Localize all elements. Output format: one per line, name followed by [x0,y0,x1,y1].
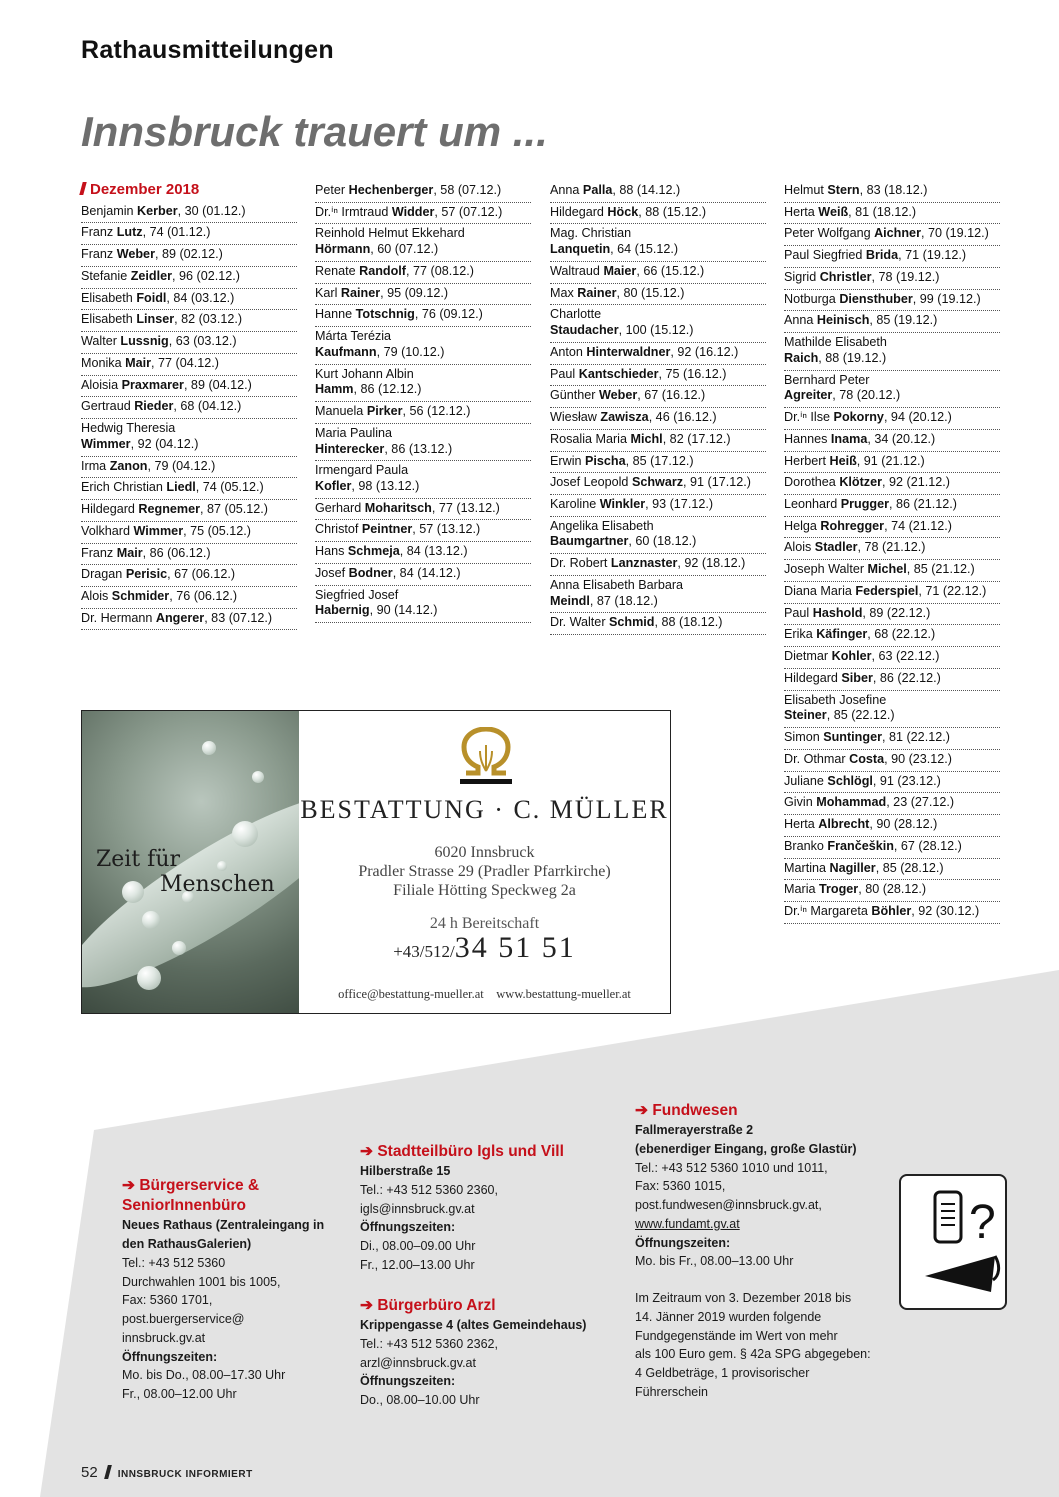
obituary-entry: Siegfried Josef Habernig, 90 (14.12.) [315,586,531,623]
page-footer [81,1464,253,1481]
obituary-entry: Dr.ⁱⁿ Irmtraud Widder, 57 (07.12.) [315,203,531,225]
ad-phone: +43/512/34 51 51 [393,931,576,964]
obituary-entry: Angelika Elisabeth Baumgartner, 60 (18.12.) [550,517,766,554]
fundwesen-block: ➔ Fundwesen Fallmerayerstraße 2 (ebenerdiger Eingang, große Glastür) Tel.: +43 512 5360 1010 und 1011, Fax: 5360 1015, post.fundwesen@innsbruck.gv.at, www.fundamt.gv.at Öffnungszeiten: Mo. bis Fr., 08.00–13.00 Uhr Im Zeitraum von 3. Dezember 2018 bis 14. Jänner 2019 wurden folgende Fundgegenstände im Wert von mehr als 100 Euro gem. § 42a SPG abgegeben: 4 Geldbeträge, 1 provisorischer Führerschein [635,1101,895,1402]
obituary-entry: Hildegard Siber, 86 (22.12.) [784,669,1000,691]
arrow-icon: ➔ [360,1143,373,1160]
obituary-entry: Karl Rainer, 95 (09.12.) [315,284,531,306]
obituary-entry: Waltraud Maier, 66 (15.12.) [550,262,766,284]
ad-email[interactable]: office@bestattung-mueller.at [338,987,484,1001]
buergerservice-title: ➔ Bürgerservice & SeniorInnenbüro [122,1177,260,1215]
funeral-home-ad [81,710,671,1014]
obituary-entry: Helmut Stern, 83 (18.12.) [784,181,1000,203]
page-title: Innsbruck trauert um ... [81,108,548,155]
arrow-icon: ➔ [635,1102,648,1119]
obituary-entry: Dragan Perisic, 67 (06.12.) [81,565,297,587]
obituary-entry: Manuela Pirker, 56 (12.12.) [315,402,531,424]
obituary-entry: Hans Schmeja, 84 (13.12.) [315,542,531,564]
obituary-entry: Notburga Diensthuber, 99 (19.12.) [784,290,1000,312]
ad-availability: 24 h Bereitschaft [429,915,540,932]
arzl-title: ➔ Bürgerbüro Arzl [360,1297,496,1314]
ad-slogan: Zeit für Menschen [96,847,275,898]
obituary-entry: Bernhard Peter Agreiter, 78 (20.12.) [784,371,1000,408]
obituary-entry: Maria Troger, 80 (28.12.) [784,880,1000,902]
fundwesen-title: ➔ Fundwesen [635,1102,738,1119]
arrow-icon: ➔ [360,1297,373,1314]
igls-block: ➔ Stadtteilbüro Igls und Vill Hilberstraße 15 Tel.: +43 512 5360 2360, igls@innsbruck.gv.at Öffnungszeiten: Di., 08.00–09.00 Uhr Fr., 12.00–13.00 Uhr [360,1142,620,1275]
obituary-entry: Herta Weiß, 81 (18.12.) [784,203,1000,225]
obituary-entry: Peter Wolfgang Aichner, 70 (19.12.) [784,224,1000,246]
obituary-entry: Christof Peintner, 57 (13.12.) [315,520,531,542]
obituary-entry: Hannes Inama, 34 (20.12.) [784,430,1000,452]
obituary-entry: Aloisia Praxmarer, 89 (04.12.) [81,376,297,398]
obituary-entry: Leonhard Prugger, 86 (21.12.) [784,495,1000,517]
obituary-entry: Juliane Schlögl, 91 (23.12.) [784,772,1000,794]
obituary-entry: Herta Albrecht, 90 (28.12.) [784,815,1000,837]
obituary-entry: Elisabeth Josefine Steiner, 85 (22.12.) [784,691,1000,728]
obituary-entry: Elisabeth Linser, 82 (03.12.) [81,310,297,332]
obituary-entry: Mag. Christian Lanquetin, 64 (15.12.) [550,224,766,261]
svg-text:?: ? [969,1196,996,1249]
igls-title: ➔ Stadtteilbüro Igls und Vill [360,1143,564,1160]
obituary-entry: Dr.ⁱⁿ Ilse Pokorny, 94 (20.12.) [784,408,1000,430]
omega-logo-icon [456,727,516,787]
obituary-entry: Karoline Winkler, 93 (17.12.) [550,495,766,517]
obituary-entry: Alois Stadler, 78 (21.12.) [784,538,1000,560]
obituary-entry: Joseph Walter Michel, 85 (21.12.) [784,560,1000,582]
obituary-entry: Dr.ⁱⁿ Margareta Böhler, 92 (30.12.) [784,902,1000,924]
obituary-entry: Charlotte Staudacher, 100 (15.12.) [550,305,766,342]
obituary-entry: Hanne Totschnig, 76 (09.12.) [315,305,531,327]
obituary-entry: Mathilde Elisabeth Raich, 88 (19.12.) [784,333,1000,370]
arrow-icon: ➔ [122,1177,135,1194]
obituary-entry: Stefanie Zeidler, 96 (02.12.) [81,267,297,289]
arzl-block: ➔ Bürgerbüro Arzl Krippengasse 4 (altes Gemeindehaus) Tel.: +43 512 5360 2362, arzl@innsbruck.gv.at Öffnungszeiten: Do., 08.00–10.00 Uhr [360,1296,620,1410]
obituary-entry: Branko Frančeškin, 67 (28.12.) [784,837,1000,859]
obituary-column-1 [81,181,297,630]
obituary-entry: Irma Zanon, 79 (04.12.) [81,457,297,479]
page-number: 52 [81,1464,98,1481]
obituary-entry: Sigrid Christler, 78 (19.12.) [784,268,1000,290]
lost-and-found-icon [899,1174,1007,1310]
month-heading: Dezember 2018 [81,181,297,202]
obituary-entry: Helga Rohregger, 74 (21.12.) [784,517,1000,539]
obituary-entry: Peter Hechenberger, 58 (07.12.) [315,181,531,203]
obituary-entry: Dr. Walter Schmid, 88 (18.12.) [550,613,766,635]
obituary-entry: Kurt Johann Albin Hamm, 86 (12.12.) [315,365,531,402]
obituary-entry: Dr. Hermann Angerer, 83 (07.12.) [81,609,297,631]
buergerservice-email[interactable]: post.buergerservice@ innsbruck.gv.at [122,1312,245,1345]
obituary-entry: Anna Elisabeth Barbara Meindl, 87 (18.12.) [550,576,766,613]
obituary-entry: Volkhard Wimmer, 75 (05.12.) [81,522,297,544]
obituary-entry: Diana Maria Federspiel, 71 (22.12.) [784,582,1000,604]
obituary-entry: Paul Kantschieder, 75 (16.12.) [550,365,766,387]
obituary-entry: Erwin Pischa, 85 (17.12.) [550,452,766,474]
buergerservice-block: ➔ Bürgerservice & SeniorInnenbüro Neues Rathaus (Zentraleingang in den RathausGalerien) Tel.: +43 512 5360 Durchwahlen 1001 bis 1005, Fax: 5360 1701, post.buergerservice@ innsbruck.gv.at Öffnungszeiten: Mo. bis Do., 08.00–17.30 Uhr Fr., 08.00–12.00 Uhr [122,1176,342,1404]
obituary-entry: Max Rainer, 80 (15.12.) [550,284,766,306]
obituary-entry: Paul Hashold, 89 (22.12.) [784,604,1000,626]
obituary-entry: Renate Randolf, 77 (08.12.) [315,262,531,284]
ad-website[interactable]: www.bestattung-mueller.at [496,987,631,1001]
ad-address: 6020 Innsbruck Pradler Strasse 29 (Pradler Pfarrkirche) Filiale Hötting Speckweg 2a [358,844,611,900]
obituary-entry: Anton Hinterwaldner, 92 (16.12.) [550,343,766,365]
obituary-entry: Josef Leopold Schwarz, 91 (17.12.) [550,473,766,495]
obituary-entry: Wiesław Zawisza, 46 (16.12.) [550,408,766,430]
obituary-entry: Reinhold Helmut Ekkehard Hörmann, 60 (07.12.) [315,224,531,261]
obituary-entry: Franz Weber, 89 (02.12.) [81,245,297,267]
igls-email[interactable]: igls@innsbruck.gv.at [360,1201,475,1216]
obituary-entry: Givin Mohammad, 23 (27.12.) [784,793,1000,815]
footer-bar-icon [104,1465,112,1479]
obituary-entry: Walter Lussnig, 63 (03.12.) [81,332,297,354]
obituary-entry: Simon Suntinger, 81 (22.12.) [784,728,1000,750]
ad-company-name: BESTATTUNG · C. MÜLLER [300,795,669,824]
obituary-entry: Dorothea Klötzer, 92 (21.12.) [784,473,1000,495]
arzl-email[interactable]: arzl@innsbruck.gv.at [360,1355,476,1370]
obituary-entry: Anna Heinisch, 85 (19.12.) [784,311,1000,333]
obituary-entry: Erika Käfinger, 68 (22.12.) [784,625,1000,647]
obituary-entry: Hedwig Theresia Wimmer, 92 (04.12.) [81,419,297,456]
obituary-entry: Dietmar Kohler, 63 (22.12.) [784,647,1000,669]
obituary-entry: Benjamin Kerber, 30 (01.12.) [81,202,297,224]
obituary-entry: Elisabeth Foidl, 84 (03.12.) [81,289,297,311]
ad-contact [299,987,670,1002]
obituary-entry: Dr. Othmar Costa, 90 (23.12.) [784,750,1000,772]
obituary-entry: Maria Paulina Hinterecker, 86 (13.12.) [315,424,531,461]
obituary-entry: Rosalia Maria Michl, 82 (17.12.) [550,430,766,452]
obituary-entry: Gertraud Rieder, 68 (04.12.) [81,397,297,419]
obituary-entry: Franz Mair, 86 (06.12.) [81,544,297,566]
obituary-column-3 [550,181,766,635]
obituary-entry: Paul Siegfried Brida, 71 (19.12.) [784,246,1000,268]
obituary-entry: Hildegard Regnemer, 87 (05.12.) [81,500,297,522]
obituary-entry: Alois Schmider, 76 (06.12.) [81,587,297,609]
obituary-entry: Gerhard Moharitsch, 77 (13.12.) [315,499,531,521]
fundwesen-email[interactable]: post.fundwesen@innsbruck.gv.at, [635,1198,822,1213]
obituary-entry: Monika Mair, 77 (04.12.) [81,354,297,376]
obituary-entry: Irmengard Paula Kofler, 98 (13.12.) [315,461,531,498]
obituary-entry: Anna Palla, 88 (14.12.) [550,181,766,203]
fundamt-link[interactable]: www.fundamt.gv.at [635,1216,740,1231]
obituary-column-4 [784,181,1000,924]
obituary-entry: Márta Terézia Kaufmann, 79 (10.12.) [315,327,531,364]
obituary-entry: Erich Christian Liedl, 74 (05.12.) [81,478,297,500]
obituary-entry: Hildegard Höck, 88 (15.12.) [550,203,766,225]
ad-text-panel [299,711,670,1013]
obituary-column-2 [315,181,531,623]
red-bar-icon [79,182,86,195]
publication-name: INNSBRUCK INFORMIERT [117,1469,253,1480]
obituary-entry: Dr. Robert Lanznaster, 92 (18.12.) [550,554,766,576]
obituary-entry: Günther Weber, 67 (16.12.) [550,386,766,408]
obituary-entry: Josef Bodner, 84 (14.12.) [315,564,531,586]
obituary-entry: Herbert Heiß, 91 (21.12.) [784,452,1000,474]
section-heading: Rathausmitteilungen [81,36,334,64]
obituary-entry: Franz Lutz, 74 (01.12.) [81,223,297,245]
obituary-entry: Martina Nagiller, 85 (28.12.) [784,859,1000,881]
